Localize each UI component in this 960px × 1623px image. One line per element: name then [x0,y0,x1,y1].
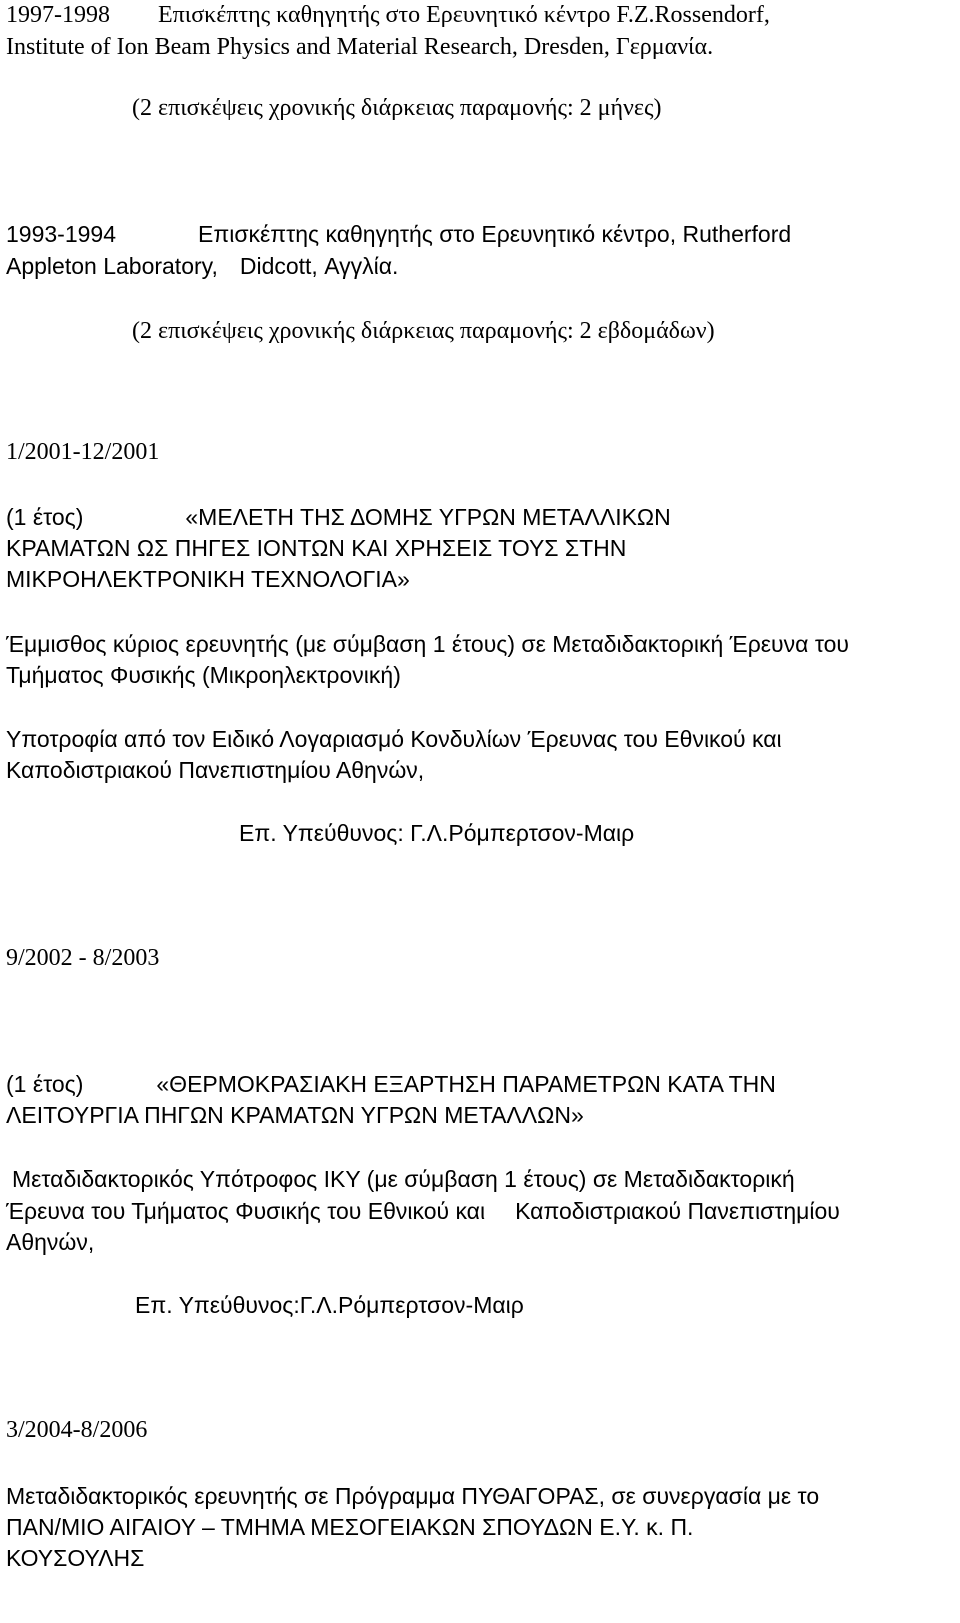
position-1-funding-line-1: Υποτροφία από τον Ειδικό Λογαριασμό Κονδυλίων Έρευνας του Εθνικού και [6,726,782,752]
visit-2-years: 1993-1994 [6,221,116,247]
position-3-period: 3/2004-8/2006 [6,1417,148,1443]
visit-2-location: Didcott, Αγγλία. [239,253,399,279]
position-2-supervisor: Επ. Υπεύθυνος:Γ.Λ.Ρόμπερτσον-Μαιρ [135,1292,524,1318]
position-1-supervisor: Επ. Υπεύθυνος: Γ.Λ.Ρόμπερτσον-Μαιρ [239,820,635,846]
visit-1-description: Επισκέπτης καθηγητής στο Ερευνητικό κέντρο F.Z.Rossendorf, [158,2,770,28]
position-2-duration: (1 έτος) [6,1071,84,1097]
position-1-role-line-1: Έμμισθος κύριος ερευνητής (με σύμβαση 1 έτους) σε Μεταδιδακτορική Έρευνα του [6,631,849,657]
position-1-title-line-2: ΚΡΑΜΑΤΩΝ ΩΣ ΠΗΓΕΣ ΙΟΝΤΩΝ ΚΑΙ ΧΡΗΣΕΙΣ ΤΟΥΣ ΣΤΗΝ [6,535,627,561]
position-2-role-line-1: Μεταδιδακτορικός Υπότροφος ΙΚΥ (με σύμβαση 1 έτους) σε Μεταδιδακτορική [12,1166,795,1192]
position-2-title-start: «ΘΕΡΜΟΚΡΑΣΙΑΚΗ ΕΞΑΡΤΗΣΗ ΠΑΡΑΜΕΤΡΩΝ ΚΑΤΑ ΤΗΝ [156,1071,776,1097]
visit-1-line-1 [6,0,770,31]
position-1-role-line-2: Τμήματος Φυσικής (Μικροηλεκτρονική) [6,662,401,688]
position-3-line-1: Μεταδιδακτορικός ερευνητής σε Πρόγραμμα ΠΥΘΑΓΟΡΑΣ, σε συνεργασία με το [6,1483,820,1509]
visit-2-description: Επισκέπτης καθηγητής στο Ερευνητικό κέντρο, Rutherford [198,221,792,247]
visit-2-note: (2 επισκέψεις χρονικής διάρκειας παραμονής: 2 εβδομάδων) [132,318,715,344]
position-2-role-dept: Έρευνα του Τμήματος Φυσικής του Εθνικού και [6,1198,486,1224]
position-2-period: 9/2002 - 8/2003 [6,945,160,971]
position-2-role-university: Καποδιστριακού Πανεπιστημίου [515,1198,840,1224]
position-1-period: 1/2001-12/2001 [6,439,160,465]
position-1-title-line-1 [6,502,671,533]
visit-2-lab: Appleton Laboratory, [6,253,218,279]
visit-2-line-2 [6,251,398,282]
position-2-role-line-2 [6,1196,840,1227]
visit-1-note: (2 επισκέψεις χρονικής διάρκειας παραμονής: 2 μήνες) [132,95,662,121]
position-1-funding-line-2: Καποδιστριακού Πανεπιστημίου Αθηνών, [6,757,425,783]
position-1-title-line-3: ΜΙΚΡΟΗΛΕΚΤΡΟΝΙΚΗ ΤΕΧΝΟΛΟΓΙΑ» [6,566,410,592]
position-2-title-line-1 [6,1069,776,1100]
position-1-title-start: «ΜΕΛΕΤΗ ΤΗΣ ΔΟΜΗΣ ΥΓΡΩΝ ΜΕΤΑΛΛΙΚΩΝ [185,504,671,530]
position-2-title-line-2: ΛΕΙΤΟΥΡΓΙΑ ΠΗΓΩΝ ΚΡΑΜΑΤΩΝ ΥΓΡΩΝ ΜΕΤΑΛΛΩΝ» [6,1102,584,1128]
visit-1-years: 1997-1998 [6,2,110,28]
visit-2-line-1 [6,219,791,250]
position-2-role-line-3: Αθηνών, [6,1229,95,1255]
position-3-line-2: ΠΑΝ/ΜΙΟ ΑΙΓΑΙΟΥ – ΤΜΗΜΑ ΜΕΣΟΓΕΙΑΚΩΝ ΣΠΟΥΔΩΝ Ε.Υ. κ. Π. [6,1514,694,1540]
visit-1-line-2: Institute of Ion Beam Physics and Material Research, Dresden, Γερμανία. [6,34,714,60]
position-1-duration: (1 έτος) [6,504,84,530]
position-3-line-3: ΚΟΥΣΟΥΛΗΣ [6,1545,145,1571]
